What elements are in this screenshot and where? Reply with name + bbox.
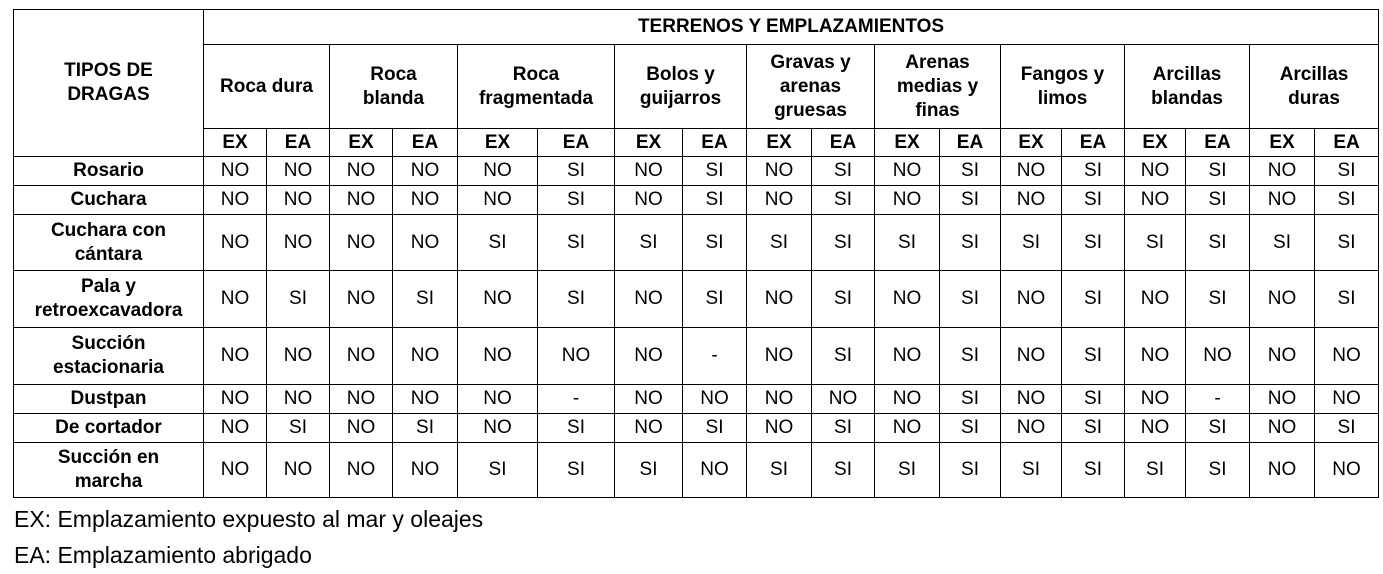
table-cell: SI [267, 413, 330, 442]
row-label: Dustpan [14, 384, 204, 413]
table-cell: NO [330, 328, 393, 384]
table-cell: SI [683, 413, 747, 442]
title-terrenos: TERRENOS Y EMPLAZAMIENTOS [204, 10, 1379, 45]
sub-header-ex: EX [1001, 129, 1062, 157]
table-cell: NO [1250, 328, 1315, 384]
legend-ea: EA: Emplazamiento abrigado [14, 542, 312, 568]
table-cell: SI [538, 442, 615, 497]
table-cell: NO [747, 186, 812, 215]
table-cell: SI [538, 186, 615, 215]
table-cell: SI [1315, 413, 1379, 442]
dredge-terrain-table [13, 9, 1379, 498]
table-cell: NO [1125, 271, 1186, 328]
table-cell: SI [1250, 215, 1315, 271]
table-cell: NO [747, 271, 812, 328]
table-cell: NO [747, 384, 812, 413]
table-cell: NO [1186, 328, 1250, 384]
table-cell: SI [267, 271, 330, 328]
table-cell: SI [1062, 157, 1125, 186]
table-cell: SI [940, 271, 1001, 328]
row-label: Cuchara [14, 186, 204, 215]
sub-header-ea: EA [940, 129, 1001, 157]
table-cell: SI [812, 413, 875, 442]
table-cell: NO [1001, 271, 1062, 328]
table-cell: SI [458, 215, 538, 271]
table-cell: NO [615, 413, 683, 442]
table-cell: SI [1186, 442, 1250, 497]
table-cell: NO [330, 413, 393, 442]
table-cell: SI [940, 215, 1001, 271]
table-cell: NO [267, 215, 330, 271]
table-cell: SI [940, 328, 1001, 384]
table-cell: NO [1125, 328, 1186, 384]
table-cell: SI [1062, 271, 1125, 328]
table-cell: NO [538, 328, 615, 384]
row-label: Cuchara con cántara [14, 215, 204, 271]
table-cell: NO [1001, 186, 1062, 215]
table-cell: SI [1125, 442, 1186, 497]
sub-header-ea: EA [393, 129, 458, 157]
table-cell: SI [1186, 413, 1250, 442]
table-cell: SI [1062, 413, 1125, 442]
table-cell: NO [1250, 442, 1315, 497]
table-cell: SI [1001, 442, 1062, 497]
table-cell: NO [458, 413, 538, 442]
table-cell: NO [1250, 157, 1315, 186]
table-cell: NO [1250, 186, 1315, 215]
terrain-header: Roca fragmentada [458, 45, 615, 129]
table-cell: SI [940, 157, 1001, 186]
table-cell: SI [940, 186, 1001, 215]
table-cell: SI [1062, 215, 1125, 271]
table-cell: SI [1062, 442, 1125, 497]
table-cell: SI [1186, 157, 1250, 186]
table-cell: NO [875, 328, 940, 384]
sub-header-ex: EX [330, 129, 393, 157]
sub-header-ex: EX [747, 129, 812, 157]
table-cell: NO [393, 157, 458, 186]
table-cell: NO [330, 215, 393, 271]
table-cell: NO [812, 384, 875, 413]
table-cell: NO [875, 413, 940, 442]
table-cell: NO [1125, 186, 1186, 215]
table-cell: NO [615, 328, 683, 384]
table-cell: NO [458, 186, 538, 215]
table-cell: NO [615, 384, 683, 413]
sub-header-ea: EA [267, 129, 330, 157]
table-cell: NO [615, 186, 683, 215]
table-cell: SI [683, 215, 747, 271]
table-cell: NO [330, 186, 393, 215]
row-label: Rosario [14, 157, 204, 186]
table-cell: NO [1125, 384, 1186, 413]
table-cell: SI [1315, 186, 1379, 215]
sub-header-ea: EA [1062, 129, 1125, 157]
table-cell: - [1186, 384, 1250, 413]
table-row [14, 442, 1379, 497]
table-cell: SI [812, 215, 875, 271]
table-cell: NO [204, 186, 267, 215]
table-cell: SI [940, 442, 1001, 497]
table-cell: NO [267, 442, 330, 497]
table-cell: SI [538, 413, 615, 442]
table-cell: SI [683, 186, 747, 215]
table-cell: NO [1125, 413, 1186, 442]
table-cell: SI [1186, 186, 1250, 215]
table-row [14, 215, 1379, 271]
table-cell: NO [615, 157, 683, 186]
table-cell: SI [458, 442, 538, 497]
table-row [14, 328, 1379, 384]
terrain-header: Arcillas duras [1250, 45, 1379, 129]
table-cell: NO [267, 157, 330, 186]
table-cell: SI [940, 413, 1001, 442]
sub-header-ex: EX [1125, 129, 1186, 157]
terrain-header: Gravas y arenas gruesas [747, 45, 875, 129]
table-cell: SI [747, 215, 812, 271]
table-cell: NO [1001, 384, 1062, 413]
table-cell: NO [1001, 413, 1062, 442]
row-label: Pala y retroexcavadora [14, 271, 204, 328]
table-cell: SI [1001, 215, 1062, 271]
corner-header-dragas: TIPOS DE DRAGAS [14, 10, 204, 157]
sub-header-ex: EX [615, 129, 683, 157]
table-cell: NO [204, 413, 267, 442]
table-cell: SI [812, 186, 875, 215]
table-cell: NO [267, 328, 330, 384]
table-cell: SI [1186, 215, 1250, 271]
table-cell: SI [538, 215, 615, 271]
table-cell: SI [875, 442, 940, 497]
terrain-header: Roca blanda [330, 45, 458, 129]
table-cell: SI [940, 384, 1001, 413]
table-cell: SI [812, 328, 875, 384]
table-cell: SI [1315, 271, 1379, 328]
table-cell: NO [393, 384, 458, 413]
table-cell: NO [875, 271, 940, 328]
legend-ex: EX: Emplazamiento expuesto al mar y oleajes [14, 506, 484, 532]
table-cell: NO [267, 186, 330, 215]
sub-header-ex: EX [1250, 129, 1315, 157]
table-cell: NO [1315, 442, 1379, 497]
table-cell: NO [615, 271, 683, 328]
table-cell: SI [812, 271, 875, 328]
row-label: Succión en marcha [14, 442, 204, 497]
table-cell: SI [1062, 328, 1125, 384]
table-cell: NO [683, 442, 747, 497]
sub-header-ea: EA [683, 129, 747, 157]
table-cell: - [538, 384, 615, 413]
table-cell: SI [538, 157, 615, 186]
table-cell: NO [875, 157, 940, 186]
table-cell: NO [1250, 271, 1315, 328]
table-cell: SI [1315, 215, 1379, 271]
table-cell: NO [393, 186, 458, 215]
terrain-header: Roca dura [204, 45, 330, 129]
table-cell: SI [1125, 215, 1186, 271]
table-row [14, 271, 1379, 328]
table-cell: SI [538, 271, 615, 328]
table-cell: - [683, 328, 747, 384]
table-row [14, 157, 1379, 186]
table-cell: NO [330, 271, 393, 328]
table-cell: NO [458, 328, 538, 384]
table-cell: NO [458, 157, 538, 186]
table-cell: NO [204, 215, 267, 271]
sub-header-ea: EA [812, 129, 875, 157]
table-cell: NO [204, 328, 267, 384]
table-cell: SI [1062, 384, 1125, 413]
table-cell: NO [204, 271, 267, 328]
sub-header-ex: EX [875, 129, 940, 157]
terrain-header: Arenas medias y finas [875, 45, 1001, 129]
table-cell: NO [875, 186, 940, 215]
table-row [14, 384, 1379, 413]
table-cell: SI [1062, 186, 1125, 215]
table-cell: NO [747, 328, 812, 384]
terrain-header: Bolos y guijarros [615, 45, 747, 129]
table-cell: NO [458, 271, 538, 328]
table-cell: SI [747, 442, 812, 497]
table-cell: NO [458, 384, 538, 413]
sub-header-ex: EX [204, 129, 267, 157]
table-cell: NO [1315, 328, 1379, 384]
row-label: De cortador [14, 413, 204, 442]
row-label: Succión estacionaria [14, 328, 204, 384]
table-cell: NO [1001, 157, 1062, 186]
table-cell: NO [1315, 384, 1379, 413]
table-cell: SI [875, 215, 940, 271]
terrain-header: Fangos y limos [1001, 45, 1125, 129]
sub-header-ea: EA [1186, 129, 1250, 157]
sub-header-ex: EX [458, 129, 538, 157]
table-cell: NO [1001, 328, 1062, 384]
table-cell: SI [812, 157, 875, 186]
table-cell: NO [683, 384, 747, 413]
table-cell: NO [330, 157, 393, 186]
table-cell: NO [204, 384, 267, 413]
table-cell: SI [393, 271, 458, 328]
table-cell: NO [1250, 413, 1315, 442]
table-cell: NO [1125, 157, 1186, 186]
table-cell: SI [683, 157, 747, 186]
table-cell: NO [393, 328, 458, 384]
sub-header-ea: EA [538, 129, 615, 157]
table-cell: SI [393, 413, 458, 442]
table-cell: NO [1250, 384, 1315, 413]
table-cell: NO [393, 215, 458, 271]
table-cell: SI [615, 215, 683, 271]
table-cell: NO [204, 442, 267, 497]
sub-header-ea: EA [1315, 129, 1379, 157]
table-cell: SI [1315, 157, 1379, 186]
table-row [14, 413, 1379, 442]
table-cell: NO [393, 442, 458, 497]
table-cell: NO [267, 384, 330, 413]
table-row [14, 186, 1379, 215]
table-cell: SI [812, 442, 875, 497]
table-cell: NO [747, 413, 812, 442]
table-cell: SI [615, 442, 683, 497]
table-cell: NO [747, 157, 812, 186]
table-cell: SI [683, 271, 747, 328]
table-cell: NO [330, 442, 393, 497]
table-cell: NO [204, 157, 267, 186]
table-cell: NO [330, 384, 393, 413]
table-cell: SI [1186, 271, 1250, 328]
table-cell: NO [875, 384, 940, 413]
terrain-header: Arcillas blandas [1125, 45, 1250, 129]
